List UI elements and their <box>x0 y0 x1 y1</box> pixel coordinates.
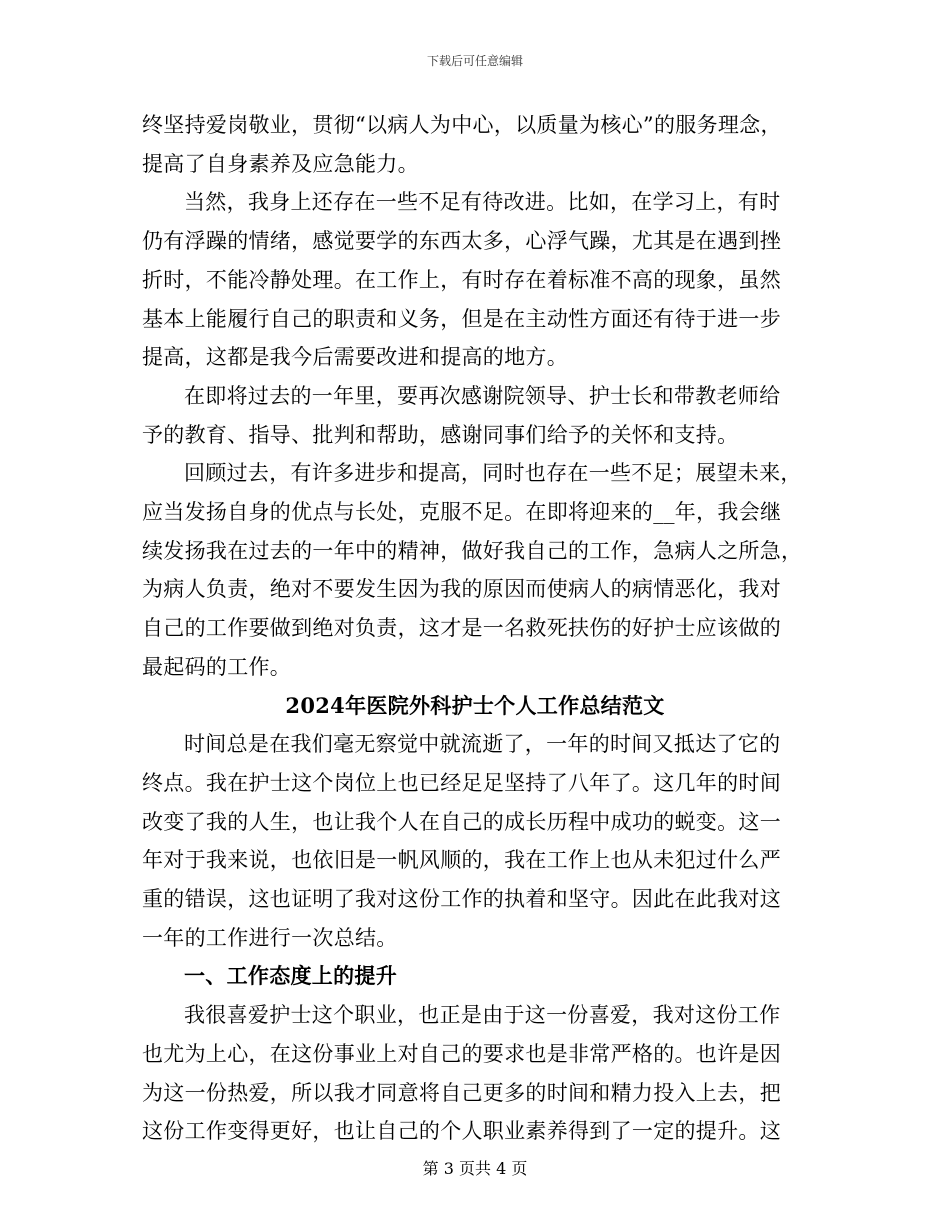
section-heading-attitude: 一、工作态度上的提升 <box>184 963 397 989</box>
paragraph-outlook: 回顾过去，有许多进步和提高，同时也存在一些不足；展望未来， 应当发扬自身的优点与长处，克服不足。在即将迎来的__年，我会继 续发扬我在过去的一年中的精神，做好我自己的工作，急病人之所急， 为病人负责，绝对不要发生因为我的原因而使病人的病情恶化，我对 自己的工作要做到绝对负责，这才是一名救死扶伤的好护士应该做的 最起码的工作。 <box>142 461 803 679</box>
paragraph-thanks: 在即将过去的一年里，要再次感谢院领导、护士长和带教老师给 予的教育、指导、批判和帮助，感谢同事们给予的关怀和支持。 <box>142 383 781 447</box>
page-footer: 第 3 页共 4 页 <box>422 1159 528 1178</box>
page-header: 下载后可任意编辑 <box>426 54 523 68</box>
paragraph-intro: 时间总是在我们毫无察觉中就流逝了，一年的时间又抵达了它的 终点。我在护士这个岗位上也已经足足坚持了八年了。这几年的时间 改变了我的人生，也让我个人在自己的成长历程中成功的蜕变。这一 年对于我来说，也依旧是一帆风顺的，我在工作上也从未犯过什么严 重的错误，这也证明了我对这份工作的执着和坚守。因此在此我对这 一年的工作进行一次总结。 <box>142 732 781 950</box>
paragraph-continuation: 终坚持爱岗敬业，贯彻“以病人为中心，以质量为核心”的服务理念， 提高了自身素养及应急能力。 <box>142 113 782 176</box>
document-title: 2024年医院外科护士个人工作总结范文 <box>285 692 665 718</box>
document-body <box>142 106 808 1151</box>
paragraph-attitude: 我很喜爱护士这个职业，也正是由于这一份喜爱，我对这份工作 也尤为上心，在这份事业上对自己的要求也是非常严格的。也许是因 为这一份热爱，所以我才同意将自己更多的时间和精力投入上去，把 这份工作变得更好，也让自己的个人职业素养得到了一定的提升。这 <box>142 1003 781 1144</box>
paragraph-shortcomings: 当然，我身上还存在一些不足有待改进。比如，在学习上，有时 仍有浮躁的情绪，感觉要学的东西太多，心浮气躁，尤其是在遇到挫 折时，不能冷静处理。在工作上，有时存在着标准不高的现象，虽然 基本上能履行自己的职责和义务，但是在主动性方面还有待于进一步 提高，这都是我今后需要改进和提高的地方。 <box>142 190 781 370</box>
